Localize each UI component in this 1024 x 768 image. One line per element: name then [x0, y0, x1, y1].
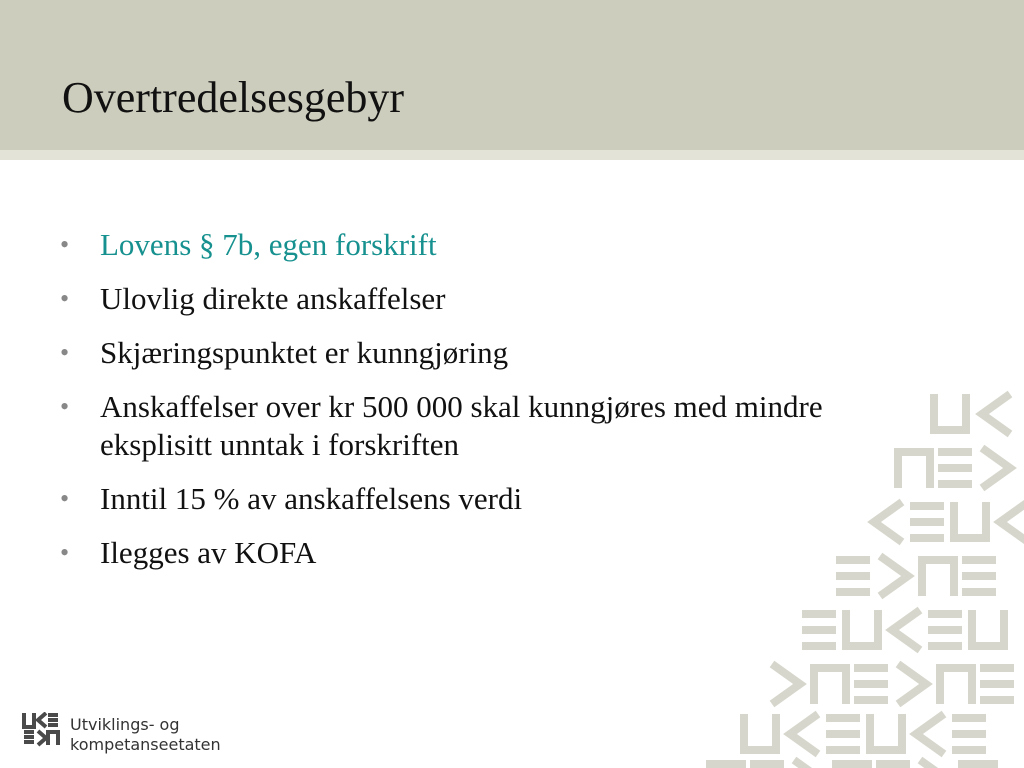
uke-logo-mark-icon	[22, 712, 60, 752]
bullet-text: Anskaffelser over kr 500 000 skal kunngjøres med mindre eksplisitt unntak i forskriften	[100, 389, 823, 462]
organization-logo	[22, 712, 242, 760]
logo-line-2: kompetanseetaten	[70, 735, 221, 754]
bullet-dot-icon: •	[60, 284, 70, 313]
slide-title: Overtredelsesgebyr	[62, 73, 405, 122]
bullet-item	[60, 280, 920, 318]
bullet-text: Skjæringspunktet er kunngjøring	[100, 335, 509, 370]
logo-line-1: Utviklings- og	[70, 715, 180, 734]
bullet-item	[60, 226, 920, 264]
logo-text	[70, 715, 221, 755]
bullet-dot-icon: •	[60, 538, 70, 567]
bullet-dot-icon: •	[60, 392, 70, 421]
bullet-dot-icon: •	[60, 338, 70, 367]
bullet-text: Ulovlig direkte anskaffelser	[100, 281, 446, 316]
bullet-dot-icon: •	[60, 484, 70, 513]
bullet-text: Inntil 15 % av anskaffelsens verdi	[100, 481, 523, 516]
bullet-text: Lovens § 7b, egen forskrift	[100, 227, 437, 262]
bullet-item	[60, 334, 920, 372]
title-band-stripe	[0, 150, 1024, 160]
bullet-text: Ilegges av KOFA	[100, 535, 317, 570]
bullet-dot-icon: •	[60, 230, 70, 259]
uke-letter-pattern-icon	[690, 380, 1024, 768]
